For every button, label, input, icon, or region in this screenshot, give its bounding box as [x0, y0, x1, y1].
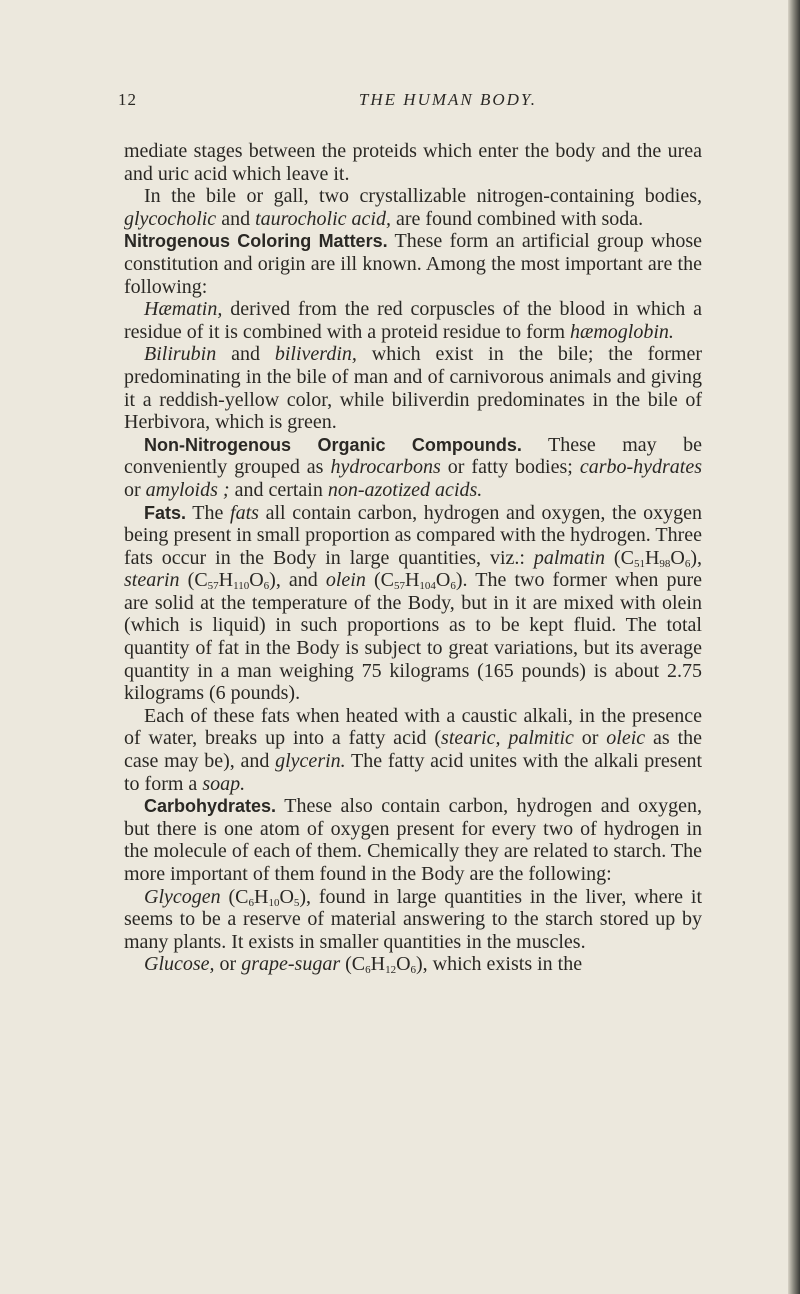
- italic-term: stearic, palmitic: [441, 727, 574, 750]
- italic-term: Bilirubin: [144, 343, 217, 366]
- italic-term: fats: [230, 501, 259, 524]
- text-run: These form an artificial group whose constitution and origin are ill known. Among the most important are the following:: [124, 230, 702, 298]
- formula-subscript: 6: [365, 964, 371, 977]
- formula-subscript: 12: [385, 964, 397, 977]
- formula-subscript: 6: [263, 580, 270, 593]
- italic-term: palmatin: [533, 546, 605, 569]
- italic-term: soap.: [202, 772, 246, 795]
- formula-subscript: 6: [450, 580, 456, 593]
- page-header: [118, 90, 718, 114]
- italic-term: grape-sugar: [241, 953, 341, 976]
- formula-subscript: 5: [293, 896, 300, 909]
- running-title: THE HUMAN BODY.: [358, 90, 538, 109]
- text-run: (C: [340, 953, 366, 976]
- text-run: ), which exists in the: [416, 953, 583, 976]
- text-run: O: [249, 569, 264, 592]
- text-run: mediate stages between the proteids which enter the body and the urea and uric acid which leave it.: [124, 140, 702, 185]
- text-run: or: [573, 727, 607, 750]
- text-run: These also contain carbon, hydrogen and oxygen, but there is one atom of oxygen present for every two of hydrogen in the molecule of each of them. Chemically they are related to starch. The more important of them found in the Body are the following:: [124, 795, 702, 885]
- text-run: ), found in large quantities in the liver, where it seems to be a reserve of material answering to the starch stored up by many plants. It exists in smaller quantities in the muscles.: [124, 885, 703, 953]
- paragraph-p9: [124, 795, 702, 885]
- text-run: H: [370, 953, 386, 976]
- paragraph-p3: [124, 230, 702, 298]
- italic-term: glycerin.: [275, 750, 346, 773]
- text-run: or: [124, 478, 146, 501]
- text-run: O: [670, 546, 685, 569]
- text-run: In the bile or gall, two crystallizable nitrogen-containing bodies,: [144, 185, 702, 208]
- text-run: H: [404, 569, 420, 592]
- text-run: (C: [365, 569, 394, 592]
- text-run: (C: [220, 885, 249, 908]
- text-run: or: [214, 953, 242, 976]
- text-run: and: [216, 207, 256, 230]
- text-run: or fatty bodies;: [440, 456, 580, 479]
- section-heading: Carbohydrates.: [144, 796, 277, 817]
- text-run: H: [253, 885, 269, 908]
- paragraph-p1: [124, 140, 702, 185]
- paragraph-p6: [124, 434, 702, 502]
- text-run: The: [186, 501, 231, 524]
- text-run: Each of these fats when heated with a caustic alkali, in the presence of water, breaks up into a fatty acid (: [124, 704, 702, 750]
- formula-subscript: 104: [419, 580, 436, 593]
- formula-subscript: 10: [268, 896, 280, 909]
- italic-term: Glycogen: [144, 885, 221, 908]
- formula-subscript: 6: [410, 964, 417, 977]
- text-run: as the case may be), and: [124, 727, 703, 773]
- page-edge: [788, 0, 800, 1294]
- text-run: ). The two former when pure are solid at the temperature of the Body, but in it are mixed with olein (which is liquid) in such proportions as to be kept fluid. The total quantity of fat in the Body is subject to great variations, but its average quantity in a man weighing 75 kilograms (165 pounds) is about 2.75 kilograms (6 pounds).: [124, 569, 702, 705]
- paragraph-p2: [124, 185, 702, 230]
- paragraph-p10: [124, 886, 702, 954]
- text-run: derived from the red corpuscles of the blood in which a residue of it is combined with a proteid residue to form: [124, 298, 702, 343]
- paragraph-p7: [124, 502, 702, 705]
- text-run: and certain: [229, 478, 328, 501]
- italic-term: carbo-hydrates: [579, 456, 703, 479]
- section-heading: Fats.: [144, 502, 187, 523]
- paragraph-p5: [124, 343, 702, 433]
- paragraph-p11: [124, 953, 702, 976]
- text-run: O: [279, 885, 294, 908]
- italic-term: hydrocarbons: [330, 456, 441, 479]
- text-run: (C: [179, 569, 208, 592]
- text-run: H: [218, 569, 234, 592]
- italic-term: stearin: [124, 569, 180, 592]
- section-heading: Non-Nitrogenous Organic Compounds.: [144, 434, 522, 455]
- body-text: [124, 140, 702, 976]
- formula-subscript: 51: [633, 557, 645, 570]
- paragraph-p4: [124, 298, 702, 343]
- italic-term: glycocholic: [124, 207, 217, 230]
- text-run: O: [396, 953, 411, 976]
- text-run: are found combined with soda.: [390, 207, 644, 230]
- italic-term: olein: [325, 569, 366, 592]
- italic-term: hæmoglobin.: [570, 320, 674, 343]
- italic-term: amyloids ;: [145, 478, 230, 501]
- italic-term: taurocholic acid,: [255, 207, 391, 230]
- page-number: 12: [118, 90, 137, 109]
- text-run: H: [644, 546, 660, 569]
- italic-term: biliverdin,: [274, 343, 357, 366]
- italic-term: non-azotized acids.: [327, 478, 483, 501]
- text-run: (C: [605, 546, 634, 569]
- text-run: These may be conveniently grouped as: [124, 433, 702, 479]
- text-run: all contain carbon, hydrogen and oxygen, the oxygen being present in small proportion as compared with the hydrogen. Three fats occur in the Body in large quantities, viz.:: [124, 501, 703, 569]
- text-run: and: [216, 343, 275, 366]
- text-run: ),: [690, 546, 703, 569]
- text-run: ), and: [269, 569, 326, 592]
- formula-subscript: 6: [248, 896, 254, 909]
- paragraph-p8: [124, 705, 702, 795]
- formula-subscript: 98: [659, 557, 671, 570]
- italic-term: Hæmatin,: [144, 298, 223, 321]
- italic-term: oleic: [606, 727, 646, 750]
- text-run: which exist in the bile; the former predominating in the bile of man and of carnivorous animals and giving it a reddish-yellow color, while biliverdin predominates in the bile of Herbivora, which is green.: [124, 343, 702, 434]
- italic-term: Glucose,: [144, 953, 215, 976]
- formula-subscript: 110: [233, 580, 250, 593]
- section-heading: Nitrogenous Coloring Matters.: [124, 231, 388, 252]
- formula-subscript: 6: [684, 557, 691, 570]
- formula-subscript: 57: [207, 580, 219, 593]
- formula-subscript: 57: [393, 580, 405, 593]
- text-run: O: [435, 569, 451, 592]
- text-run: The fatty acid unites with the alkali present to form a: [124, 750, 702, 795]
